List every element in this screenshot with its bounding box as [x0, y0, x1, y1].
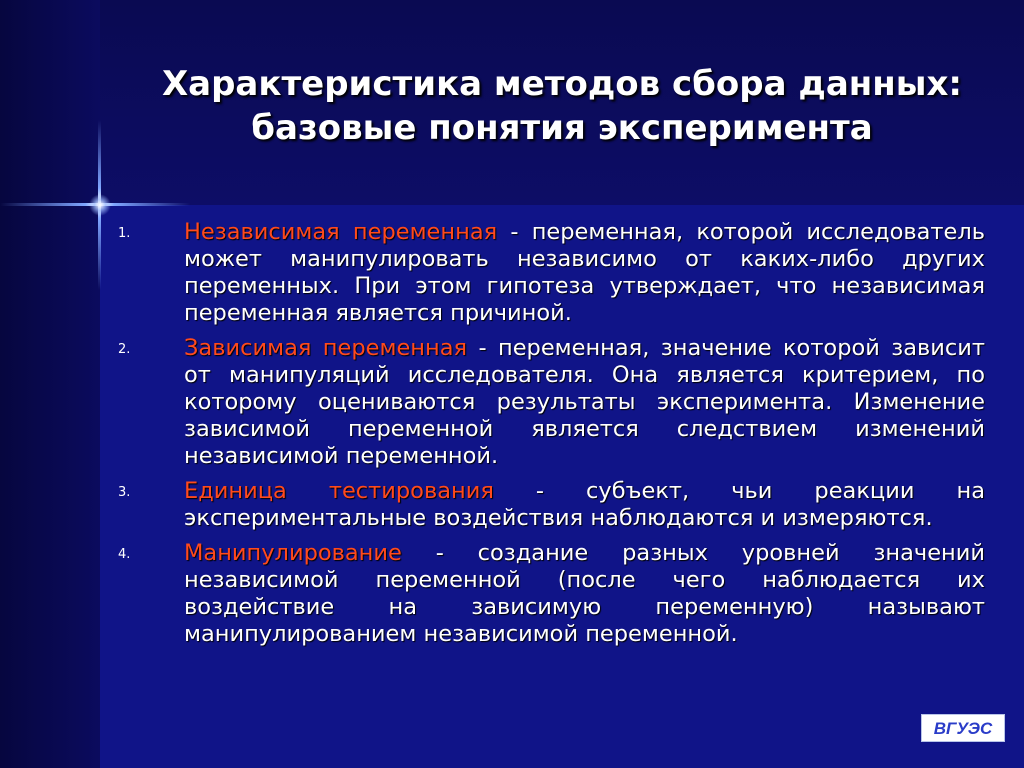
- logo-icon: [924, 717, 1002, 739]
- item-term: Единица тестирования: [184, 478, 494, 504]
- item-definition: - создание разных уровней значений независимой переменной (после чего наблюдается их воздействие на зависимую переменную) называют манипулированием независимой переменной.: [184, 540, 985, 647]
- item-term: Зависимая переменная: [184, 335, 468, 361]
- item-definition: - переменная, значение которой зависит от манипуляций исследователя. Она является критерием, по которому оцениваются результаты эксперимента. Изменение зависимой переменной является следствием изменений независимой переменной.: [184, 335, 986, 469]
- item-term: Независимая переменная: [184, 219, 498, 245]
- slide-title-line-2: базовые понятия эксперимента: [251, 108, 873, 148]
- item-definition: - субъект, чьи реакции на экспериментальные воздействия наблюдаются и измеряются.: [184, 478, 985, 531]
- logo-text: ВГУЭС: [933, 719, 993, 738]
- item-paragraph: [184, 219, 985, 327]
- item-number: 3.: [118, 485, 131, 500]
- definitions-list: [118, 219, 985, 656]
- list-item: [118, 540, 985, 648]
- item-number: 4.: [118, 547, 131, 562]
- item-number: 2.: [118, 342, 131, 357]
- list-item: [118, 478, 985, 532]
- slide-title-line-1: Характеристика методов сбора данных:: [161, 64, 963, 104]
- item-paragraph: [184, 478, 985, 532]
- left-decorative-band: [0, 0, 100, 768]
- item-number: 1.: [118, 226, 131, 241]
- item-definition: - переменная, которой исследователь может манипулировать независимо от каких-либо других переменных. При этом гипотеза утверждает, что независимая переменная является причиной.: [184, 219, 985, 326]
- item-paragraph: [184, 540, 985, 648]
- sparkle-star-icon: [89, 194, 111, 216]
- list-item: [118, 335, 985, 470]
- university-logo: [921, 714, 1005, 742]
- list-item: [118, 219, 985, 327]
- item-paragraph: [184, 335, 985, 470]
- item-term: Манипулирование: [184, 540, 402, 566]
- slide-title: [110, 62, 1014, 150]
